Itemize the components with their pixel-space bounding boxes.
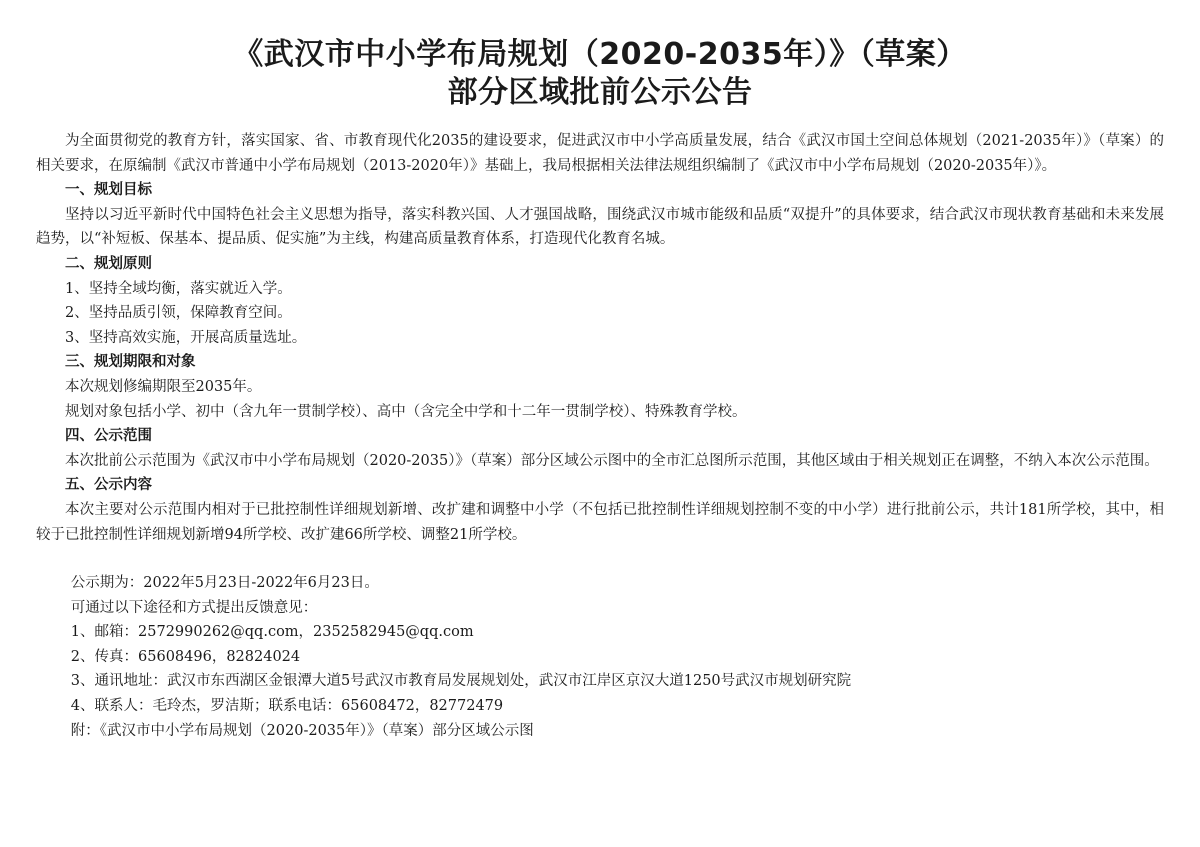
feedback-contact: 4、联系人：毛玲杰，罗洁斯；联系电话：65608472，82772479 [70,698,504,715]
section-heading-goals: 一、规划目标 [65,182,152,199]
section-heading-period: 三、规划期限和对象 [65,354,196,371]
section-heading-scope: 四、公示范围 [65,428,152,445]
spacer [36,547,1164,571]
section-heading-content: 五、公示内容 [65,477,152,494]
section-text-scope: 本次批前公示范围为《武汉市中小学布局规划（2020-2035）》（草案）部分区域公示图中的全市汇总图所示范围，其他区域由于相关规划正在调整，不纳入本次公示范围。 [65,452,1159,469]
principle-item: 1、坚持全域均衡，落实就近入学。 [65,280,292,297]
attachment-note: 附：《武汉市中小学布局规划（2020-2035年）》（草案）部分区域公示图 [70,722,534,739]
principle-item: 3、坚持高效实施，开展高质量选址。 [65,329,307,346]
feedback-email: 1、邮箱：2572990262@qq.com，2352582945@qq.com [70,624,474,641]
announcement-body [36,129,1164,743]
intro-paragraph: 为全面贯彻党的教育方针，落实国家、省、市教育现代化2035的建设要求，促进武汉市中小学高质量发展，结合《武汉市国土空间总体规划（2021-2035年）》（草案）的相关要求，在原编制《武汉市普通中小学布局规划（2013-2020年）》基础上，我局根据相关法律法规组织编制了《武汉市中小学布局规划（2020-2035年）》。 [36,133,1164,174]
title-line-1: 《武汉市中小学布局规划（2020-2035年）》（草案） [233,37,967,72]
period-line: 本次规划修编期限至2035年。 [65,378,262,395]
objects-line: 规划对象包括小学、初中（含九年一贯制学校）、高中（含完全中学和十二年一贯制学校）、特殊教育学校。 [65,403,747,420]
publicity-period: 公示期为：2022年5月23日-2022年6月23日。 [70,575,379,592]
principle-item: 2、坚持品质引领，保障教育空间。 [65,305,292,322]
feedback-intro: 可通过以下途径和方式提出反馈意见： [70,599,318,616]
section-text-content: 本次主要对公示范围内相对于已批控制性详细规划新增、改扩建和调整中小学（不包括已批控制性详细规划控制不变的中小学）进行批前公示，共计181所学校，其中，相较于已批控制性详细规划新增94所学校、改扩建66所学校、调整21所学校。 [36,501,1164,543]
feedback-address: 3、通讯地址：武汉市东西湖区金银潭大道5号武汉市教育局发展规划处，武汉市江岸区京汉大道1250号武汉市规划研究院 [70,673,852,690]
section-heading-principles: 二、规划原则 [65,255,152,272]
feedback-fax: 2、传真：65608496，82824024 [70,648,301,665]
section-text-goals: 坚持以习近平新时代中国特色社会主义思想为指导，落实科教兴国、人才强国战略，围绕武汉市城市能级和品质“双提升”的具体要求，结合武汉市现状教育基础和未来发展趋势，以“补短板、保基本、提品质、促实施”为主线，构建高质量教育体系，打造现代化教育名城。 [36,206,1164,248]
title-line-2: 部分区域批前公示公告 [447,75,753,110]
